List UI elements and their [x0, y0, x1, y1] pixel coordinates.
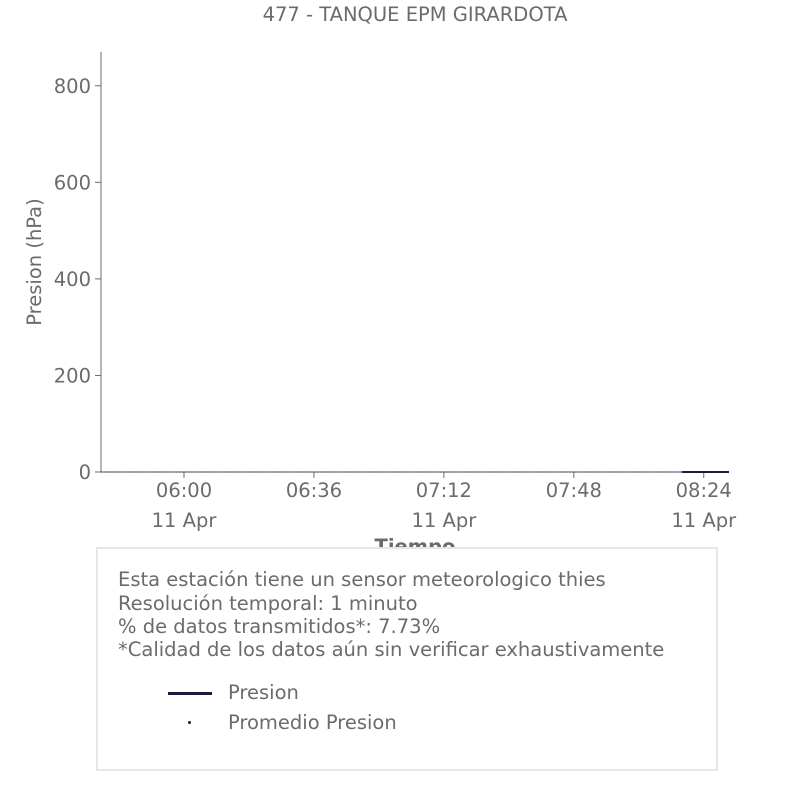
y-axis-label: Presion (hPa): [23, 198, 46, 326]
x-tick-time-label: 07:48: [545, 479, 602, 502]
info-sensor-text: Esta estación tiene un sensor meteorologico thies: [118, 568, 606, 591]
x-tick-date-label: 11 Apr: [151, 509, 217, 532]
x-tick-time-label: 06:36: [285, 479, 343, 502]
y-tick-label: 200: [53, 364, 91, 388]
y-tick-label: 0: [78, 461, 91, 484]
info-transmitted-text: % de datos transmitidos*: 7.73%: [118, 615, 441, 638]
info-resolution-text: Resolución temporal: 1 minuto: [118, 592, 418, 615]
legend-dot-swatch: [188, 721, 191, 724]
y-tick-label: 400: [53, 267, 91, 291]
x-tick-date-label: 11 Apr: [671, 509, 737, 532]
legend-label-presion: Presion: [228, 681, 299, 704]
chart-title: 477 - TANQUE EPM GIRARDOTA: [262, 3, 568, 26]
info-quality-text: *Calidad de los datos aún sin verificar exhaustivamente: [118, 638, 665, 661]
x-tick-date-label: 11 Apr: [411, 509, 477, 532]
x-tick-time-label: 08:24: [675, 479, 732, 502]
y-tick-label: 800: [53, 74, 91, 98]
x-tick-time-label: 06:00: [155, 479, 213, 502]
legend-label-promedio: Promedio Presion: [228, 711, 397, 734]
x-tick-time-label: 07:12: [415, 479, 472, 502]
info-box: [96, 547, 718, 771]
y-tick-label: 600: [53, 171, 91, 195]
legend-line-swatch: [168, 692, 212, 695]
